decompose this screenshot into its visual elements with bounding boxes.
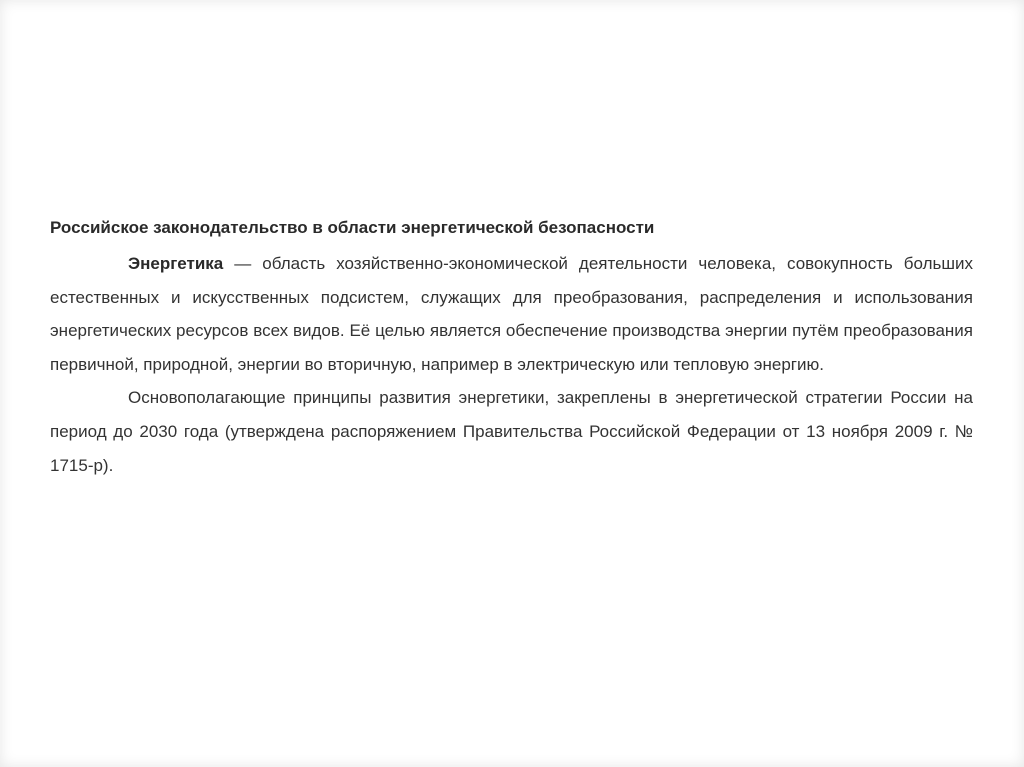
definition-text: — область хозяйственно-экономической деятельности человека, совокупность больших естественных и искусственных подсистем, служащих для преобразования, распределения и использования энергетических ресурсов всех видов. Её целью является обеспечение производства энергии путём преобразования первичной, природной, энергии во вторичную, например в электрическую или тепловую энергию. [50,254,973,374]
paragraph-definition [50,247,973,381]
defined-term: Энергетика [128,254,224,273]
document-body [50,214,973,482]
paragraph-principles: Основополагающие принципы развития энергетики, закреплены в энергетической стратегии России на период до 2030 года (утверждена распоряжением Правительства Российской Федерации от 13 ноября 2009 г. № 1715-р). [50,388,973,475]
document-heading: Российское законодательство в области энергетической безопасности [50,218,655,237]
